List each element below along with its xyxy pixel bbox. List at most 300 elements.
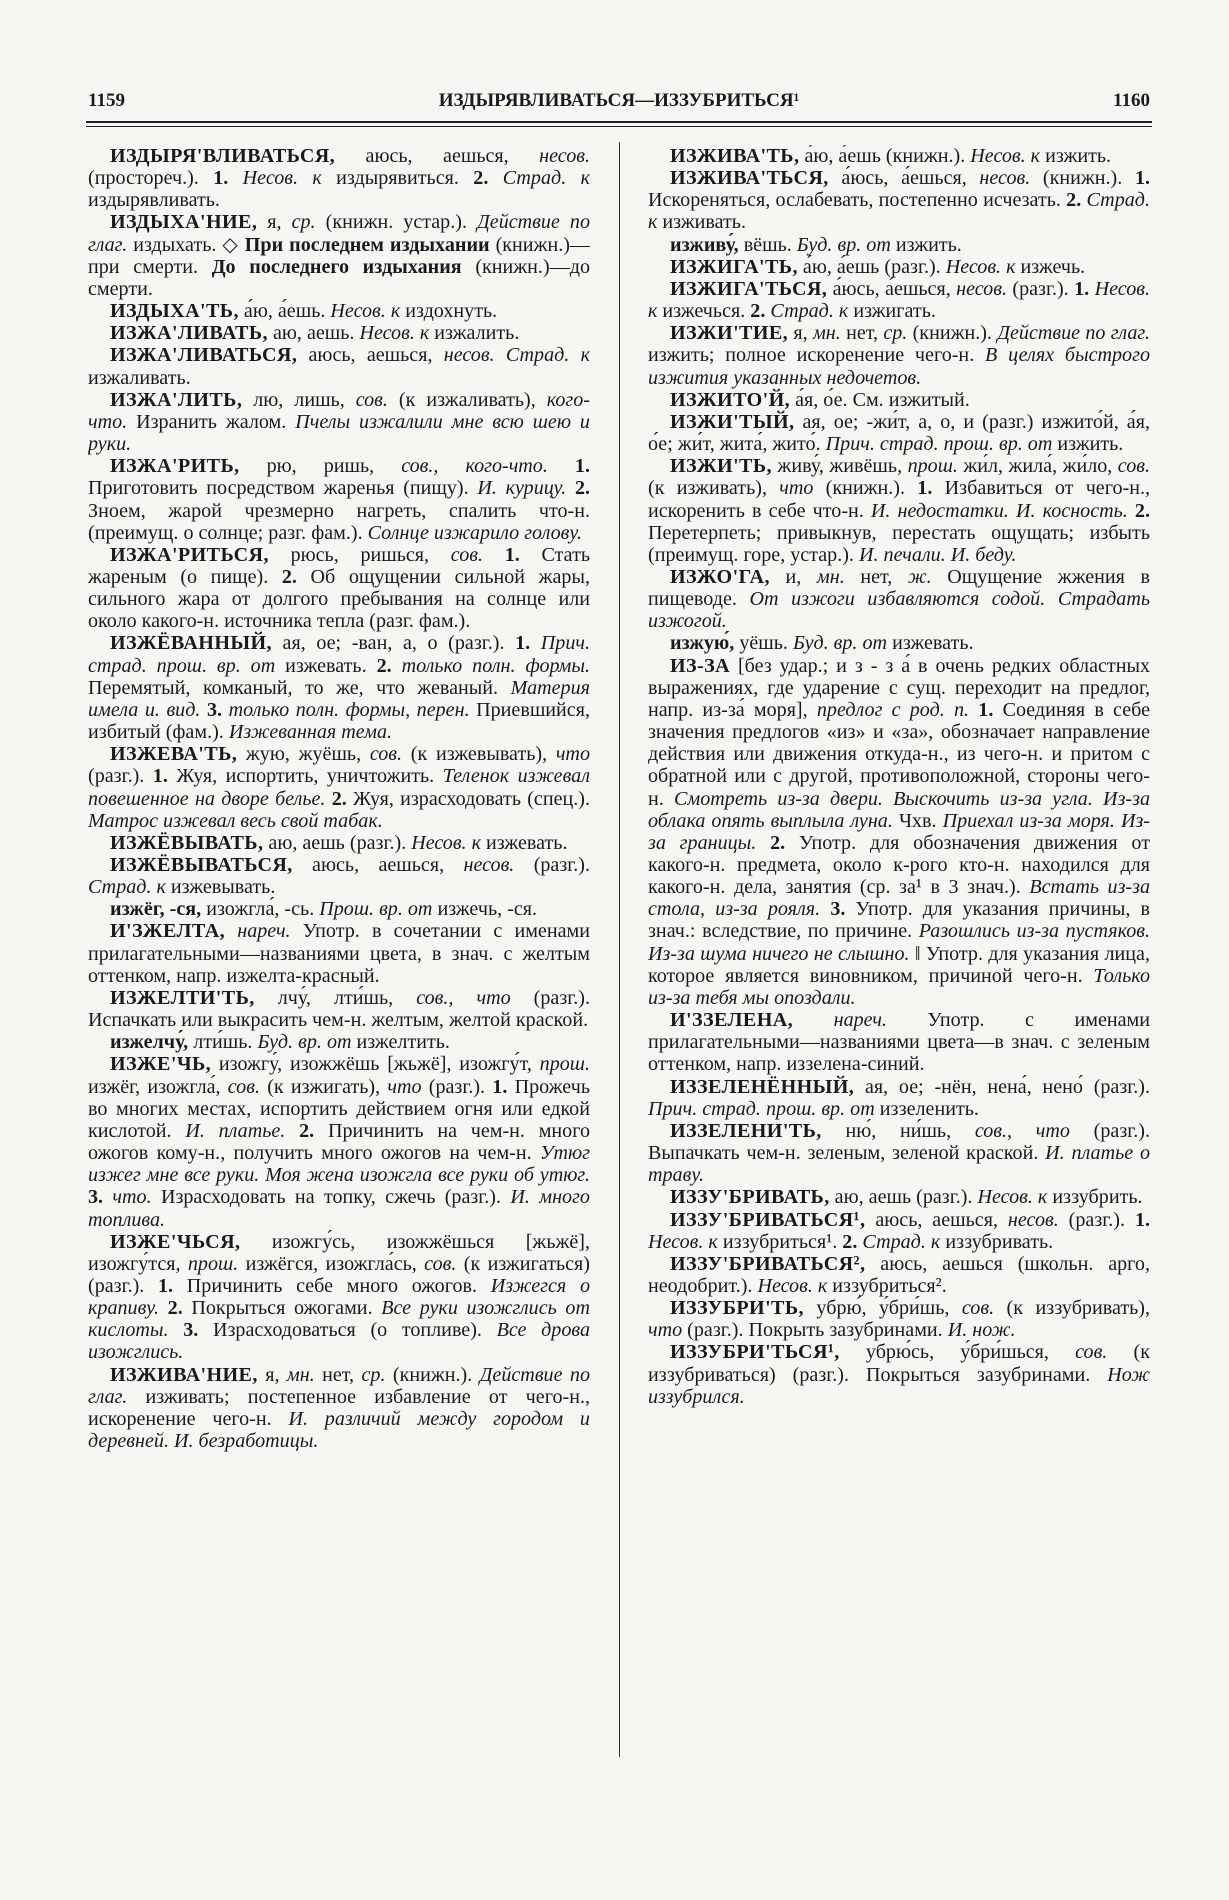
running-header <box>88 90 1150 118</box>
headword: ИЗЗУБРИ'ТЬСЯ¹, <box>670 1341 840 1364</box>
entry-text: аю, аешь (разг.). <box>829 1186 978 1209</box>
entry-text: (к изжевывать), <box>402 743 556 766</box>
italic-text: кого-что. <box>88 388 590 433</box>
italic-text: И. печали. И. беду. <box>858 543 1017 566</box>
italic-text: прош. <box>187 1252 239 1275</box>
dictionary-entry <box>648 145 1150 167</box>
entry-text: (книжн. устар.). <box>315 211 477 234</box>
entry-text <box>488 167 502 189</box>
entry-text <box>530 632 541 654</box>
entry-text: Причинить себе много ожогов. <box>173 1274 491 1297</box>
entry-text: Перемятый, комканый, то же, что жеваный. <box>88 676 511 699</box>
entry-text: аюсь, аешься, <box>335 145 540 167</box>
italic-text: И. недостатки. И. косность. <box>870 499 1128 522</box>
entry-text: изжевать. <box>481 831 568 854</box>
italic-text: сов. <box>450 543 483 566</box>
italic-text: ср. <box>883 322 908 345</box>
entry-text: Употр. с именами прилагательными—названиями цвета—в знач. с зеленым оттенком, напр. иззелена-синий. <box>648 1009 1150 1076</box>
entry-text: изжить. <box>890 233 962 256</box>
dictionary-entry <box>648 278 1150 322</box>
running-head-title: ИЗДЫРЯВЛИВАТЬСЯ—ИЗЗУБРИТЬСЯ¹ <box>438 90 800 111</box>
dictionary-entry <box>88 987 590 1031</box>
entry-text: ню́, ни́шь, <box>821 1119 975 1142</box>
bold-text: 1. <box>574 455 590 478</box>
headword: ИЗЖЕ'ЧЬ, <box>110 1053 212 1076</box>
dictionary-entry <box>88 322 590 344</box>
entry-text: (разг.). <box>1006 277 1075 300</box>
dictionary-entry <box>648 566 1150 632</box>
entry-text <box>285 1120 299 1142</box>
headword: ИЗЖЕ'ЧЬСЯ, <box>110 1230 241 1253</box>
italic-text: Прош. вр. от <box>319 898 433 921</box>
entry-text: (книжн.)—до смерти. <box>88 255 590 300</box>
entry-text: изжить. <box>1052 433 1124 456</box>
entry-text: (разг.). <box>88 765 153 788</box>
entry-text <box>969 699 978 721</box>
entry-text: (книжн.). <box>1030 167 1135 190</box>
italic-text: прош. <box>907 455 958 478</box>
entry-text: изжевать. <box>887 632 974 655</box>
page-number-left: 1159 <box>88 90 125 111</box>
entry-text: изжечь, -ся. <box>432 898 538 921</box>
entry-text: жую, жуёшь, <box>237 743 370 766</box>
italic-text: Приехал из-за моря. Из-за границы. <box>648 809 1150 854</box>
entry-text: (разг.). <box>421 1075 493 1098</box>
headword: ИЗЖО'ГА, <box>670 565 770 588</box>
italic-text: что. <box>112 1186 152 1209</box>
entry-text: изжаливать. <box>88 366 191 389</box>
entry-text: (книжн.). <box>385 1363 480 1386</box>
bold-text: 2. <box>376 654 392 677</box>
italic-text: От изжоги избавляются содой. Страдать изжогой. <box>648 588 1150 633</box>
dictionary-entry <box>88 145 590 211</box>
headword: ИЗЖЁВЫВАТЬСЯ, <box>110 854 293 876</box>
entry-text <box>159 1297 168 1319</box>
dictionary-entry <box>88 898 590 920</box>
italic-text: И. курицу. <box>477 477 567 500</box>
headword: ИЗЖИГА'ТЬСЯ, <box>670 277 828 300</box>
entry-text <box>169 1319 184 1341</box>
entry-text: ‖ Употр. для указания лица, которое является виновником, причиной чего-н. <box>648 942 1150 987</box>
headword: ИЗЖИВА'НИЕ, <box>110 1363 258 1386</box>
entry-text: изжалить. <box>429 322 520 345</box>
bold-text: 3. <box>88 1186 104 1209</box>
italic-text: Прич. страд. прош. вр. от <box>648 1097 875 1120</box>
headword: ИЗЖА'ЛИВАТЬСЯ, <box>110 344 298 367</box>
bold-text: изжёг, -ся, <box>110 898 202 921</box>
headword: ИЗЖА'ЛИВАТЬ, <box>110 322 268 345</box>
entry-text: (разг.). <box>514 854 590 876</box>
bold-text: 1. <box>492 1075 508 1098</box>
bold-text: 1. <box>504 543 520 566</box>
entry-text: (к иззубривать), <box>994 1297 1150 1320</box>
entry-text <box>1128 500 1135 522</box>
italic-text: что <box>779 477 814 500</box>
headword: ИЗЖИВА'ТЬ, <box>670 145 800 167</box>
bold-text: 1. <box>1134 167 1150 190</box>
italic-text: сов., что <box>416 986 511 1009</box>
entry-text: и, <box>769 565 817 588</box>
entry-text <box>793 1009 834 1031</box>
entry-text: рюсь, ришься, <box>268 543 451 566</box>
dictionary-entry <box>648 167 1150 233</box>
bold-text: 1. <box>152 765 168 788</box>
dictionary-entry <box>88 455 590 544</box>
dictionary-entry <box>88 211 590 300</box>
headword: ИЗ-ЗА <box>670 654 731 677</box>
entry-text: вёшь. <box>738 233 797 256</box>
headword: ИЗЖИ'ТЬ, <box>670 455 772 478</box>
headword: ИЗЖЕЛТИ'ТЬ, <box>110 986 255 1009</box>
italic-text: В целях быстрого изжития указанных недочетов. <box>648 344 1150 389</box>
bold-text: 3. <box>830 898 846 921</box>
entry-text <box>228 167 242 189</box>
dictionary-entry <box>88 832 590 854</box>
italic-text: мн. <box>812 322 841 345</box>
bold-text: 2. <box>473 167 489 190</box>
entry-text: Жуя, испортить, уничтожить. <box>167 765 443 788</box>
headword: ИЗЗУ'БРИВАТЬ, <box>670 1186 830 1209</box>
italic-text: сов. <box>1117 455 1150 478</box>
italic-text: Изжегся о крапиву. <box>88 1274 590 1320</box>
italic-text: Буд. вр. от <box>796 233 891 256</box>
italic-text: что <box>387 1075 422 1098</box>
italic-text: несов. <box>463 854 515 876</box>
italic-text: Прич. страд. прош. вр. от <box>88 632 590 677</box>
dictionary-entry <box>88 544 590 633</box>
entry-text: аюсь, аешься (школьн. арго, неодобрит.). <box>648 1252 1150 1297</box>
bold-text: 2. <box>281 565 297 588</box>
entry-text: изожгла́, -сь. <box>201 898 320 921</box>
italic-text: Страд. к <box>88 876 166 899</box>
entry-text: Перетерпеть; привыкнув, перестать ощущать; избыть (преимущ. горе, устар.). <box>648 521 1150 566</box>
entry-text: лчу́, лти́шь, <box>254 986 417 1009</box>
headword: ИЗЖИ'ТИЕ, <box>670 322 789 345</box>
entry-text <box>548 455 575 477</box>
italic-text: Страд. к <box>648 189 1150 234</box>
headword: ИЗЗУ'БРИВАТЬСЯ¹, <box>670 1208 866 1231</box>
italic-text: Действие по глаг. <box>88 1363 590 1408</box>
italic-text: ср. <box>291 211 316 234</box>
dictionary-entry <box>648 632 1150 654</box>
dictionary-entry <box>648 455 1150 566</box>
italic-text: И. платье. <box>185 1119 286 1142</box>
italic-text: сов. <box>961 1297 995 1320</box>
headword: ИЗЖИТО'Й, <box>670 388 791 411</box>
italic-text: Несов. к <box>977 1186 1048 1209</box>
entry-text: издырявиться. <box>321 167 474 190</box>
entry-text: нет, <box>844 565 908 588</box>
dictionary-entry <box>648 1076 1150 1120</box>
dictionary-entry <box>648 1297 1150 1341</box>
entry-text: иззубриться². <box>827 1274 947 1297</box>
entry-text: изжигать. <box>848 300 936 323</box>
bold-text: 2. <box>842 1230 858 1253</box>
entry-text: изожгу́сь, изожжёшься [жьжё], изожгу́тся, <box>88 1230 590 1275</box>
italic-text: несов. <box>979 167 1031 190</box>
italic-text: несов. Страд. к <box>443 344 590 367</box>
bold-text: изживу́, <box>670 233 739 256</box>
entry-text: а́юсь, а́ешься, <box>827 277 957 300</box>
entry-text: изжить. <box>1040 145 1112 167</box>
entry-text <box>392 655 402 677</box>
bold-text: изжелчу́, <box>110 1031 189 1054</box>
italic-text: Несов. к <box>411 831 482 854</box>
entry-text: Изранить жалом. <box>127 410 296 433</box>
entry-text: я, <box>257 1363 287 1386</box>
italic-text: Несов. к <box>757 1274 828 1297</box>
bold-text: 1. <box>1074 277 1090 300</box>
entry-text: (к изжигаться) (разг.). <box>88 1252 590 1297</box>
italic-text: Все дрова изожглись. <box>88 1319 590 1364</box>
dictionary-entry <box>648 1253 1150 1297</box>
entry-text: Соединяя в себе значения предлогов «из» и «за», обозначает направление действия или движения откуда-н., из чего-н. и притом с обратной или с другой, противоположной, стороны чего-н. <box>648 698 1150 810</box>
dictionary-entry <box>88 300 590 322</box>
dictionary-entry <box>88 632 590 743</box>
entry-text: Ощущение жжения в пищеводе. <box>648 565 1150 611</box>
bold-text: 2. <box>574 477 590 500</box>
dictionary-entry <box>648 655 1150 1010</box>
italic-text: сов. <box>369 743 403 766</box>
headword: ИЗЖИВА'ТЬСЯ, <box>670 167 829 190</box>
entry-text: (книжн.). <box>813 477 918 500</box>
italic-text: И. различий между городом и деревней. И. безработицы. <box>88 1407 590 1453</box>
entry-text: (книжн.). <box>907 322 998 345</box>
entry-text: издырявливать. <box>88 189 220 212</box>
page-number-right: 1160 <box>1113 90 1150 111</box>
headword: ИЗДЫХА'ТЬ, <box>110 300 239 323</box>
italic-text: Встать из-за стола, из-за рояля. <box>648 876 1150 921</box>
italic-text: нареч. <box>237 920 291 943</box>
entry-text: Употр. для обозначения движения от какого-н. предмета, около к-рого кто-н. находился для какого-н. дела, занятия (ср. за¹ в 3 знач.). <box>648 831 1150 899</box>
italic-text: Страд. к <box>770 300 849 323</box>
italic-text: ср. <box>361 1363 386 1386</box>
italic-text: Несов. к <box>330 300 401 323</box>
bold-text: 2. <box>750 300 766 323</box>
italic-text: Несов. к <box>648 1230 718 1253</box>
italic-text: Материя имела и. вид. <box>88 676 590 721</box>
italic-text: Все руки изожглись от кислоты. <box>88 1297 590 1342</box>
bold-text: 1. <box>917 477 933 500</box>
entry-text: а́ю, а́ешь (книжн.). <box>799 145 971 167</box>
header-rule <box>86 121 1152 123</box>
italic-text: Несов. к <box>359 322 430 345</box>
entry-text: ая, ое; -ван, а, о (разг.). <box>271 632 516 655</box>
italic-text: Смотреть из-за двери. Выскочить из-за угла. Из-за облака опять выплыла луна. <box>648 787 1150 832</box>
entry-text: (книжн.)—при смерти. <box>88 233 590 278</box>
entry-text: ая, ое; -жи́т, а, о, и (разг.) изжито́й, а́я, о́е; жи́т, жита́, жито́. <box>648 410 1150 456</box>
italic-text: И. платье о траву. <box>648 1142 1150 1187</box>
entry-text: ая, ое; -нён, нена́, нено́ (разг.). <box>854 1075 1150 1098</box>
italic-text: сов. <box>227 1075 260 1098</box>
bold-text: 3. <box>183 1319 199 1342</box>
entry-text: изжевывать. <box>165 876 276 899</box>
entry-text: (к изжигать), <box>259 1075 388 1098</box>
italic-text: Нож иззубрился. <box>648 1363 1150 1408</box>
entry-text: изжечь. <box>1015 255 1086 278</box>
entry-text: Приевшийся, избитый (фам.). <box>88 698 590 744</box>
entry-text: рю, ришь, <box>239 455 402 478</box>
entry-text: изжёг, изожгла́, <box>88 1075 228 1098</box>
dictionary-entry <box>648 1341 1150 1407</box>
bold-text: 2. <box>299 1119 315 1142</box>
italic-text: что <box>648 1319 683 1342</box>
dictionary-entry <box>648 1209 1150 1253</box>
entry-text: а́юсь, а́ешься, <box>828 167 980 190</box>
entry-text: Покрыться ожогами. <box>182 1297 382 1320</box>
italic-text: Несов. к <box>970 145 1041 167</box>
entry-text: аюсь, аешься, <box>297 344 444 367</box>
entry-text: иззеленить. <box>874 1097 979 1120</box>
italic-text: мн. <box>816 565 845 588</box>
dictionary-entry <box>88 1364 590 1453</box>
headword: ИЗЖА'РИТЬ, <box>110 455 240 478</box>
bold-text: 1. <box>158 1274 174 1297</box>
entry-text: изжевать. <box>275 654 377 677</box>
headword: ИЗЖЕВА'ТЬ, <box>110 743 238 766</box>
headword: ИЗЗЕЛЕНЁННЫЙ, <box>670 1075 855 1098</box>
italic-text: нареч. <box>833 1009 887 1032</box>
entry-text: Израсходовать на топку, сжечь (разг.). <box>151 1186 511 1209</box>
italic-text: несов. <box>956 277 1007 300</box>
entry-text: живу́, живёшь, <box>771 455 908 478</box>
italic-text: Буд. вр. от <box>792 632 888 655</box>
italic-text: Несов. к <box>648 277 1150 323</box>
italic-text: Пчелы изжалили мне всю шею и руки. <box>88 410 590 456</box>
bold-text: 2. <box>770 831 786 854</box>
entry-text <box>820 898 830 920</box>
entry-text: иззубривать. <box>940 1230 1054 1253</box>
italic-text: Солнце изжарило голову. <box>367 521 583 544</box>
entry-text: Израсходоваться (о топливе). <box>198 1319 497 1342</box>
italic-text: сов. <box>424 1252 457 1275</box>
headword: ИЗЖА'ЛИТЬ, <box>110 388 243 411</box>
dictionary-entry <box>648 256 1150 278</box>
headword: ИЗЖЁВЫВАТЬ, <box>110 831 264 854</box>
entry-text: Об ощущении сильной жары, сильного жара от долгого пребывания на солнце или около какого-н. источника тепла (разг. фам.). <box>88 565 590 633</box>
italic-text: Действие по глаг. <box>997 322 1150 345</box>
italic-text: Страд. к <box>502 167 590 190</box>
dictionary-entry <box>88 920 590 986</box>
entry-text: изживать. <box>657 211 746 234</box>
italic-text: Теленок изжевал повешенное на дворе белье. <box>88 765 590 810</box>
bold-text: До последнего издыхания <box>211 255 462 278</box>
entry-text <box>756 832 770 854</box>
dictionary-entry <box>88 743 590 832</box>
italic-text: Разошлись из-за пустяков. Из-за шума ничего не слышно. <box>648 920 1150 965</box>
header-rule-thin <box>86 126 1152 127</box>
italic-text: Несов. к <box>242 167 322 190</box>
entry-text: изживать; постепенное избавление от чего-н., искоренение чего-н. <box>88 1385 590 1430</box>
bold-text: 1. <box>515 632 531 655</box>
entry-text <box>483 544 505 566</box>
dictionary-entry <box>648 1009 1150 1075</box>
dictionary-entry <box>648 1186 1150 1208</box>
dictionary-entry <box>88 344 590 388</box>
column-divider <box>619 142 620 1757</box>
entry-text: (к изживать), <box>648 477 780 500</box>
entry-text: (к изжаливать), <box>387 388 547 411</box>
entry-text: Жуя, израсходовать (спец.). <box>346 787 590 810</box>
bold-text: 1. <box>978 698 994 721</box>
left-column <box>88 145 590 1745</box>
dictionary-entry <box>648 234 1150 256</box>
entry-text: Употр. для указания причины, в знач.: вследствие, по причине. <box>648 898 1150 943</box>
bold-text: 1. <box>1134 1208 1150 1231</box>
italic-text: Несов. к <box>945 255 1016 278</box>
bold-text: 2. <box>167 1297 183 1320</box>
italic-text: несов. <box>539 145 590 167</box>
entry-text: (простореч.). <box>88 167 214 190</box>
entry-text <box>566 477 575 499</box>
entry-text: Приготовить посредством жаренья (пищу). <box>88 477 478 500</box>
dictionary-entry <box>88 1031 590 1053</box>
headword: ИЗЗУБРИ'ТЬ, <box>670 1297 804 1320</box>
entry-text: а́ю, а́ешь (разг.). <box>797 255 946 278</box>
dictionary-entry <box>648 1120 1150 1186</box>
italic-text: мн. <box>286 1363 315 1386</box>
entry-text <box>225 920 237 942</box>
bold-text: 1. <box>213 167 229 190</box>
entry-text: Причинить на чем-н. много ожогов кому-н., получить много ожогов на чем-н. <box>88 1119 590 1165</box>
entry-text: издыхать. ◇ <box>127 233 245 256</box>
entry-text: аюсь, аешься, <box>865 1208 1008 1231</box>
italic-text: сов., кого-что. <box>401 455 548 478</box>
dictionary-entry <box>648 389 1150 411</box>
italic-text: только полн. формы, перен. <box>228 698 470 721</box>
entry-text: лю, лишь, <box>242 388 356 411</box>
headword: ИЗЗЕЛЕНИ'ТЬ, <box>670 1119 822 1142</box>
entry-text: Зноем, жарой чрезмерно нагреть, спалить что-н. (преимущ. о солнце; разг. фам.). <box>88 499 590 544</box>
entry-text: аю, аешь. <box>267 322 360 345</box>
entry-text: иззубрить. <box>1047 1186 1143 1209</box>
entry-text: изжить; полное искоренение чего-н. <box>648 344 986 367</box>
entry-text: лти́шь. <box>188 1031 258 1054</box>
italic-text: сов. <box>355 388 388 411</box>
entry-text: изжечься. <box>657 300 751 323</box>
italic-text: сов., что <box>974 1119 1070 1142</box>
entry-text: Прожечь во многих местах, испортить действием огня или едкой кислотой. <box>88 1075 590 1142</box>
entry-text: (разг.). Испачкать или выкрасить чем-н. желтым, желтой краской. <box>88 986 590 1032</box>
italic-text: Утюг изжег мне все руки. Моя жена изожгла все руки об утюг. <box>88 1142 590 1187</box>
dictionary-entry <box>648 322 1150 388</box>
entry-text: аюсь, аешься, <box>292 854 464 876</box>
headword: ИЗЖЁВАННЫЙ, <box>110 632 272 655</box>
entry-text: а́я, о́е. См. изжитый. <box>790 388 970 411</box>
entry-text: Чхв. <box>892 809 943 832</box>
bold-text: 2. <box>1066 189 1082 212</box>
entry-text: уёшь. <box>734 632 793 655</box>
italic-text: предлог с род. п. <box>816 698 970 721</box>
headword: ИЗЖИ'ТЫЙ, <box>670 410 795 433</box>
entry-text: изжелтить. <box>351 1031 450 1054</box>
bold-text: При последнем издыхании <box>244 233 490 256</box>
entry-text: (разг.). Выпачкать чем-н. зеленым, зеленой краской. <box>648 1119 1150 1165</box>
italic-text: только полн. формы. <box>401 654 590 677</box>
entry-text: [без удар.; и з - з а́ в очень редких областных выражениях, где ударение с сущ. переходит на предлог, напр. из-за́ моря], <box>648 654 1150 721</box>
italic-text: Действие по глаг. <box>88 211 590 256</box>
italic-text: Матрос изжевал весь свой табак. <box>88 809 383 832</box>
entry-text: убрю́сь, у́бри́шься, <box>839 1341 1076 1364</box>
entry-text: (разг.). <box>1058 1208 1135 1231</box>
entry-text: нет, <box>840 322 884 345</box>
right-column <box>648 145 1150 1745</box>
entry-text: убрю́, у́бри́шь, <box>803 1297 962 1320</box>
italic-text: И. много топлива. <box>88 1186 590 1231</box>
headword: ИЗДЫРЯ'ВЛИВАТЬСЯ, <box>110 145 336 167</box>
dictionary-entry <box>88 854 590 898</box>
entry-text: (к иззубриваться) (разг.). Покрыться зазубринами. <box>648 1341 1150 1386</box>
